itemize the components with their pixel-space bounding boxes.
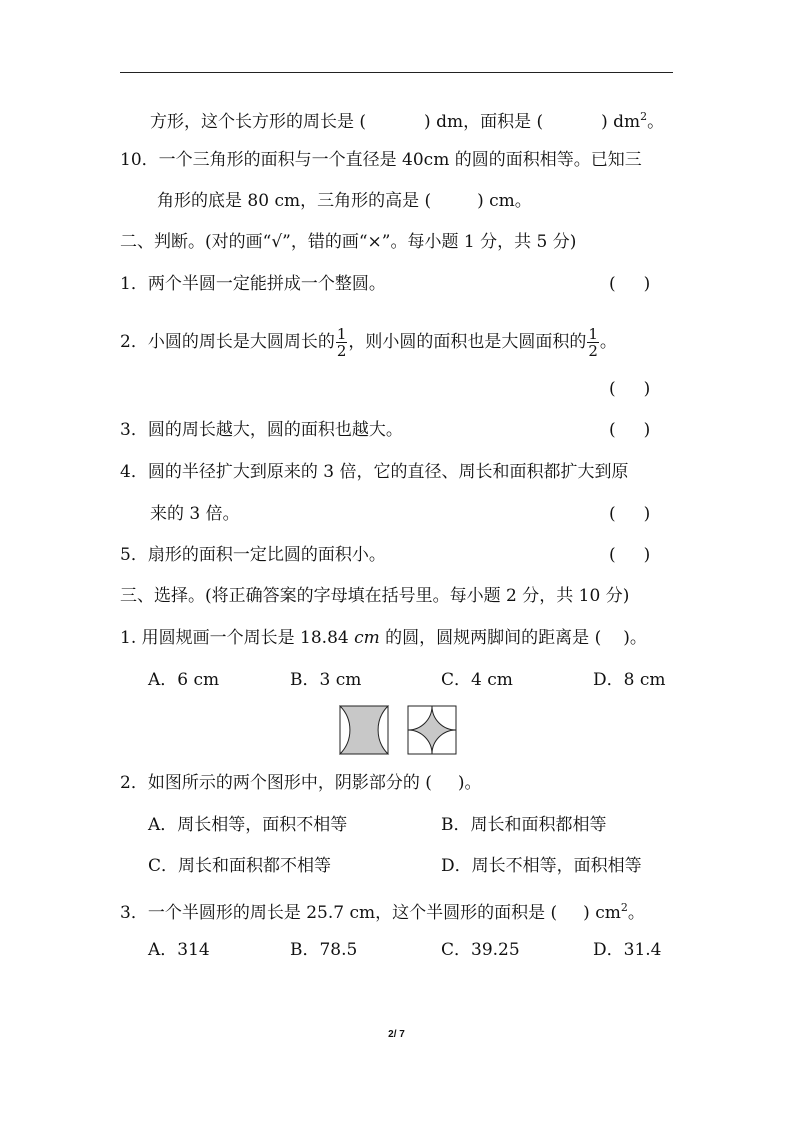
shaded-figures	[339, 705, 457, 759]
judge-q5: 5．扇形的面积一定比圆的面积小。	[120, 545, 386, 565]
section3-heading: 三、选择。(将正确答案的字母填在括号里。每小题 2 分，共 10 分)	[120, 586, 630, 606]
choice-q2-option-a[interactable]: A．周长相等，面积不相等	[148, 815, 348, 835]
choice-q2	[120, 772, 482, 794]
choice-q1-option-b[interactable]: B．3 cm	[290, 670, 362, 690]
choice-q2-option-b[interactable]: B．周长和面积都相等	[441, 815, 607, 835]
judge-q2	[120, 326, 617, 359]
q10-text-b: ) cm。	[477, 191, 532, 211]
judge-q4-line-2: 来的 3 倍。	[150, 504, 240, 524]
judge-q1: 1．两个半圆一定能拼成一个整圆。	[120, 274, 386, 294]
choice-q1-text-b: 的圆，圆规两脚间的距离是 (	[379, 628, 602, 648]
judge-q3-answer-bracket[interactable]: ( )	[609, 420, 651, 440]
choice-q2-text-b: )。	[457, 773, 482, 793]
judge-q1-answer-bracket[interactable]: ( )	[609, 274, 651, 294]
page-number: 2/ 7	[388, 1029, 405, 1040]
figure-right-square	[408, 706, 456, 754]
q9-end: 。	[647, 112, 665, 132]
judge-q4-line-1: 4．圆的半径扩大到原来的 3 倍，它的直径、周长和面积都扩大到原	[120, 462, 629, 482]
choice-q3	[120, 897, 645, 924]
judge-q4-answer-bracket[interactable]: ( )	[609, 504, 651, 524]
q9-text-3: ) dm	[601, 112, 641, 132]
choice-q3-text-c: 。	[627, 903, 645, 923]
choice-q1-option-d[interactable]: D．8 cm	[593, 670, 666, 690]
choice-q3-option-d[interactable]: D．31.4	[593, 940, 662, 960]
choice-q1-option-a[interactable]: A．6 cm	[148, 670, 220, 690]
judge-q5-answer-bracket[interactable]: ( )	[609, 545, 651, 565]
judge-q3: 3．圆的周长越大，圆的面积也越大。	[120, 420, 403, 440]
judge-q2-text-b: ，则小圆的面积也是大圆面积的	[348, 332, 587, 352]
q9-superscript: 2	[640, 110, 648, 123]
judge-q2-text-a: 2．小圆的周长是大圆周长的	[120, 332, 335, 352]
header-rule	[120, 72, 673, 73]
q9-text-2: ) dm，面积是 (	[424, 112, 544, 132]
choice-q1-text-c: )。	[623, 628, 647, 648]
q10-line-1: 10．一个三角形的面积与一个直径是 40cm 的圆的面积相等。已知三	[120, 150, 642, 170]
fraction-one-half: $\frac{1}{2}$	[588, 325, 598, 360]
choice-q1	[120, 627, 647, 649]
choice-q3-option-c[interactable]: C．39.25	[441, 940, 520, 960]
choice-q1-unit: cm	[354, 628, 380, 648]
choice-q3-text-b: ) cm	[583, 903, 621, 923]
choice-q3-option-a[interactable]: A．314	[148, 940, 210, 960]
choice-q3-text-a: 3．一个半圆形的周长是 25.7 cm，这个半圆形的面积是 (	[120, 903, 558, 923]
choice-q3-superscript: 2	[620, 901, 628, 914]
q10-text-a: 角形的底是 80 cm，三角形的高是 (	[157, 191, 432, 211]
choice-q2-text-a: 2．如图所示的两个图形中，阴影部分的 (	[120, 773, 432, 793]
fraction-one-half: $\frac{1}{2}$	[336, 325, 347, 360]
judge-q2-answer-bracket[interactable]: ( )	[609, 379, 651, 399]
q10-line-2	[157, 190, 532, 212]
section2-heading: 二、判断。(对的画“√”，错的画“×”。每小题 1 分，共 5 分)	[120, 232, 577, 252]
figure-left-square	[340, 706, 388, 754]
q9-text-1: 方形，这个长方形的周长是 (	[150, 112, 367, 132]
q9-continuation	[150, 106, 664, 133]
shaded-figures-svg	[339, 705, 457, 755]
choice-q2-option-c[interactable]: C．周长和面积都不相等	[148, 856, 332, 876]
choice-q1-option-c[interactable]: C．4 cm	[441, 670, 513, 690]
choice-q1-text-a: 1. 用圆规画一个周长是 18.84	[120, 628, 355, 648]
judge-q2-text-c: 。	[599, 332, 617, 352]
choice-q2-option-d[interactable]: D．周长不相等，面积相等	[441, 856, 642, 876]
choice-q3-option-b[interactable]: B．78.5	[290, 940, 358, 960]
